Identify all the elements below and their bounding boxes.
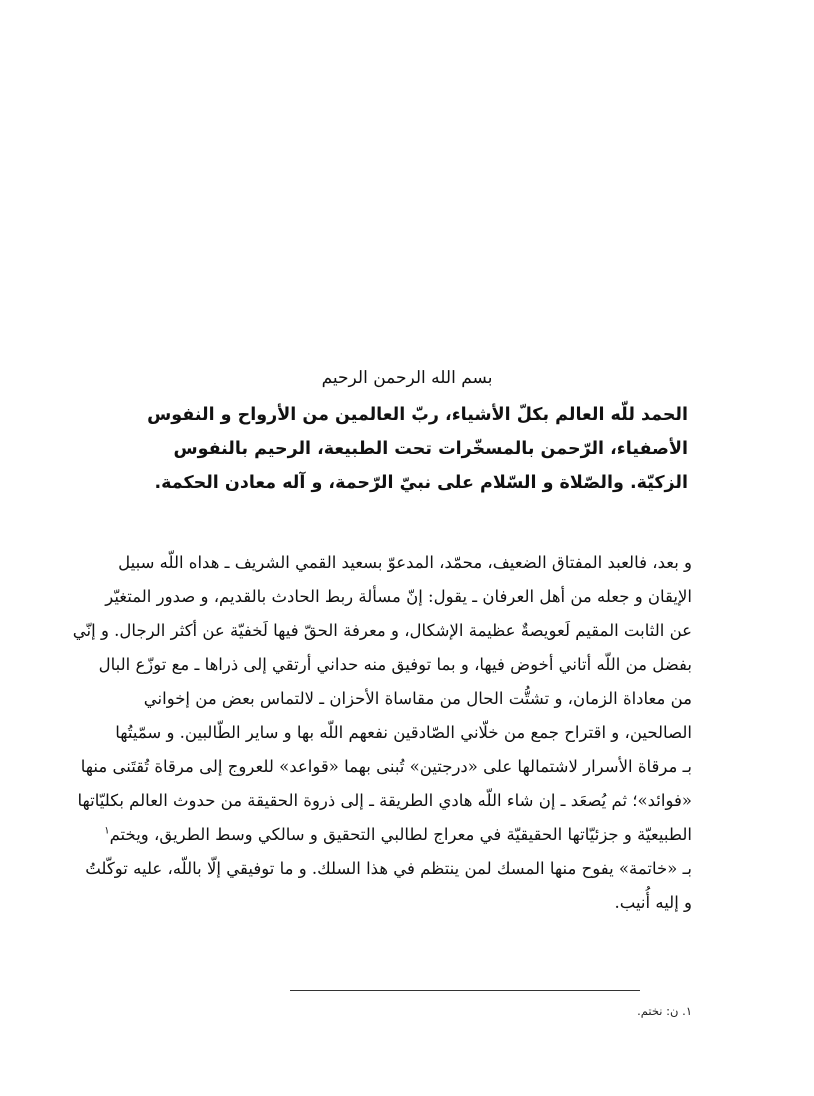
doxology-line: الحمد للّه العالم بكلّ الأشياء، ربّ العالمين من الأرواح و النفوس xyxy=(147,405,688,425)
body-line: و إليه أُنيب. xyxy=(614,893,692,912)
body-line: الصالحين، و اقتراح جمع من خلّاني الصّادقين نفعهم اللّه بها و ساير الطّالبين. و سمّيتُها xyxy=(115,723,692,742)
footnote-divider xyxy=(290,990,640,991)
doxology-line: الأصفياء، الرّحمن بالمسخّرات تحت الطبيعة، الرحيم بالنفوس xyxy=(173,439,688,459)
body-line: «فوائد»؛ ثم يُصعَد ـ إن شاء اللّه هادي الطريقة ـ إلى ذروة الحقيقة من حدوث العالم بكليّاتها xyxy=(77,791,692,810)
body-line: بـ مرقاة الأسرار لاشتمالها على «درجتين» تُبنى بهما «قواعد» للعروج إلى مرقاة تُقتَنى منها xyxy=(80,757,692,776)
doxology-paragraph xyxy=(120,398,688,500)
body-line-text: الطبيعيّة و جزئيّاتها الحقيقيّة في معراج لطالبي التحقيق و سالكي وسط الطريق، ويختم xyxy=(109,825,692,844)
footnote-text: ١. ن: نختم. xyxy=(637,1004,692,1018)
doxology-line: الزكيّة. والصّلاة و السّلام على نبيّ الرّحمة، و آله معادن الحكمة. xyxy=(154,473,688,493)
body-line: بـ «خاتمة» يفوح منها المسك لمن ينتظم في هذا السلك. و ما توفيقي إلّا باللّه، عليه توكّلتُ xyxy=(85,859,692,878)
body-line: من معاداة الزمان، و تشتُّت الحال من مقاساة الأحزان ـ لالتماس بعض من إخواني xyxy=(143,689,692,708)
body-line: عن الثابت المقيم لَعويصةٌ عظيمة الإشكال، و معرفة الحقّ فيها لَخفيّة عن أكثر الرجال. و إنّي xyxy=(72,621,692,640)
footnote-marker: ١ xyxy=(104,825,110,837)
body-paragraph xyxy=(72,546,692,920)
body-line-with-note xyxy=(102,818,692,852)
body-line: بفضل من اللّه أتاني أخوض فيها، و بما توفيق منه حداني أرتقي إلى ذراها ـ مع توزّع البال xyxy=(98,655,692,674)
body-line: و بعد، فالعبد المفتاق الضعيف، محمّد، المدعوّ بسعيد القمي الشريف ـ هداه اللّه سبيل xyxy=(118,553,692,572)
basmala-heading: بسم الله الرحمن الرحيم xyxy=(321,368,493,388)
body-line: الإيقان و جعله من أهل العرفان ـ يقول: إنّ مسألة ربط الحادث بالقديم، و صدور المتغيّر xyxy=(105,587,692,606)
